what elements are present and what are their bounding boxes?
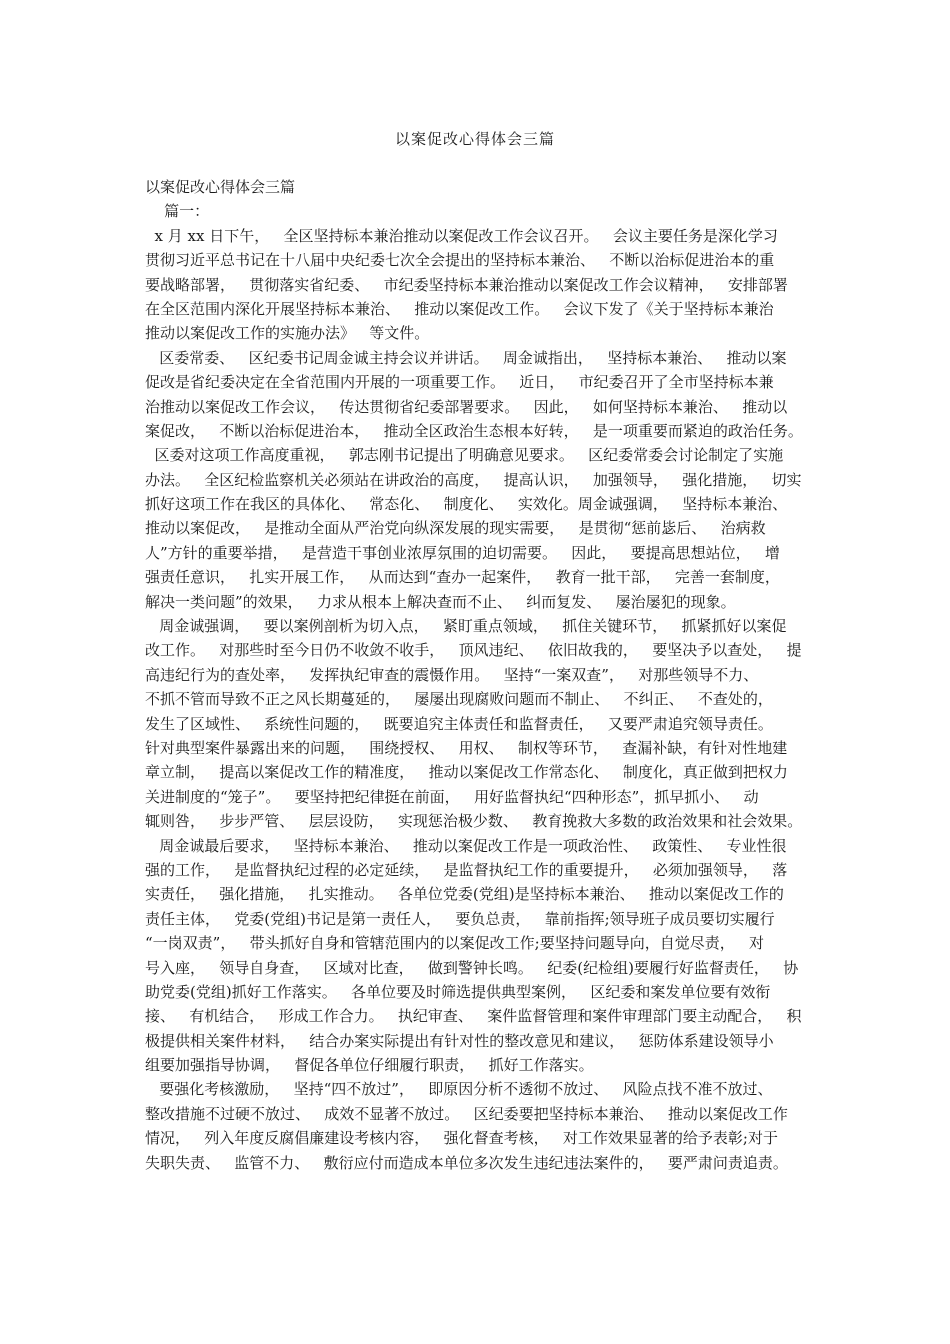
text-line: 篇一： [145, 202, 210, 221]
text-line: 推动以案促改工作的实施办法》 等文件。 [145, 324, 430, 343]
text-line: 推动以案促改， 是推动全面从严治党向纵深发展的现实需要， 是贯彻“惩前毖后、 治病救 [145, 519, 766, 538]
text-line: 情况， 列入年度反腐倡廉建设考核内容， 强化督查考核， 对工作效果显著的给予表彰;对于 [145, 1129, 778, 1148]
text-line: 改工作。 对那些时至今日仍不收敛不收手， 顶风违纪、 依旧故我的， 要坚决予以查处， 提 [145, 641, 802, 660]
text-line: 辄则咎， 步步严管、 层层设防， 实现惩治极少数、 教育挽救大多数的政治效果和社会效果。 [145, 812, 803, 831]
document-title: 以案促改心得体会三篇 [394, 130, 555, 148]
text-line: 案促改， 不断以治标促进治本， 推动全区政治生态根本好转， 是一项重要而紧迫的政治任务。 [145, 421, 803, 440]
text-line: 贯彻习近平总书记在十八届中央纪委七次全会提出的坚持标本兼治、 不断以治标促进治本的重 [145, 251, 775, 270]
text-line: 整改措施不过硬不放过、 成效不显著不放过。 区纪委要把坚持标本兼治、 推动以案促改工作 [145, 1104, 788, 1123]
text-line: 周金诚最后要求， 坚持标本兼治、 推动以案促改工作是一项政治性、 政策性、 专业性很 [145, 836, 787, 855]
text-line: 促改是省纪委决定在全省范围内开展的一项重要工作。 近日， 市纪委召开了全市坚持标本兼 [145, 373, 774, 392]
text-line: 强的工作， 是监督执纪过程的必定延续， 是监督执纪工作的重要提升， 必须加强领导， 落 [145, 860, 788, 879]
text-line: 章立制， 提高以案促改工作的精准度， 推动以案促改工作常态化、 制度化，真正做到把权力 [145, 763, 788, 782]
text-line: “一岗双责”， 带头抓好自身和管辖范围内的以案促改工作;要坚持问题导向，自觉尽责， 对 [145, 934, 765, 953]
text-line: 人”方针的重要举措， 是营造干事创业浓厚氛围的迫切需要。 因此， 要提高思想站位， 增 [145, 543, 780, 562]
text-line: 失职失责、 监管不力、 敷衍应付而造成本单位多次发生违纪违法案件的， 要严肃问责追责。 [145, 1153, 788, 1172]
text-line: 实责任， 强化措施， 扎实推动。 各单位党委(党组)是坚持标本兼治、 推动以案促改工作的 [145, 885, 784, 904]
text-line: 解决一类问题”的效果， 力求从根本上解决查而不止、 纠而复发、 屡治屡犯的现象。 [145, 592, 736, 611]
text-line: 在全区范围内深化开展坚持标本兼治、 推动以案促改工作。 会议下发了《关于坚持标本兼治 [145, 299, 774, 318]
text-line: 强责任意识， 扎实开展工作， 从而达到“查办一起案件， 教育一批干部， 完善一套制度， [145, 568, 780, 587]
text-line: 周金诚强调， 要以案例剖析为切入点， 紧盯重点领域， 抓住关键环节， 抓紧抓好以案促 [145, 617, 787, 636]
text-line: 关进制度的“笼子”。 要坚持把纪律挺在前面， 用好监督执纪“四种形态”，抓早抓小、 动 [145, 787, 759, 806]
text-line: 治推动以案促改工作会议， 传达贯彻省纪委部署要求。 因此， 如何坚持标本兼治、 推动以 [145, 397, 788, 416]
document-body [145, 175, 825, 1175]
text-line: 责任主体， 党委(党组)书记是第一责任人， 要负总责， 靠前指挥;领导班子成员要切实履行 [145, 909, 775, 928]
text-line: 以案促改心得体会三篇 [145, 178, 296, 196]
text-line: 区委常委、 区纪委书记周金诚主持会议并讲话。 周金诚指出， 坚持标本兼治、 推动以案 [145, 348, 787, 367]
text-line: 要战略部署， 贯彻落实省纪委、 市纪委坚持标本兼治推动以案促改工作会议精神， 安排部署 [145, 275, 788, 294]
text-line: 极提供相关案件材料， 结合办案实际提出有针对性的整改意见和建议， 惩防体系建设领导小 [145, 1031, 774, 1050]
text-line: 接、 有机结合， 形成工作合力。 执纪审查、 案件监督管理和案件审理部门要主动配合， 积 [145, 1007, 802, 1026]
text-line: 抓好这项工作在我区的具体化、 常态化、 制度化、 实效化。周金诚强调， 坚持标本兼治、 [145, 495, 788, 514]
text-line: 发生了区域性、 系统性问题的， 既要追究主体责任和监督责任， 又要严肃追究领导责任。 [145, 714, 773, 733]
text-line: 号入座， 领导自身查， 区域对比查， 做到警钟长鸣。 纪委(纪检组)要履行好监督责任， 协 [145, 958, 799, 977]
text-line: 针对典型案件暴露出来的问题， 围绕授权、 用权、 制权等环节， 查漏补缺，有针对性地建 [145, 738, 788, 757]
text-line: x 月 xx 日下午， 全区坚持标本兼治推动以案促改工作会议召开。 会议主要任务是深化学习 [145, 226, 778, 245]
text-line: 区委对这项工作高度重视， 郭志刚书记提出了明确意见要求。 区纪委常委会讨论制定了实施 [145, 446, 784, 465]
text-line: 组要加强指导协调， 督促各单位仔细履行职责， 抓好工作落实。 [145, 1056, 594, 1075]
text-line: 高违纪行为的查处率， 发挥执纪审查的震慑作用。 坚持“一案双查”， 对那些领导不力、 [145, 665, 759, 684]
text-line: 不抓不管而导致不正之风长期蔓延的， 屡屡出现腐败问题而不制止、 不纠正、 不查处的， [145, 690, 773, 709]
text-line: 要强化考核激励， 坚持“四不放过”， 即原因分析不透彻不放过、 风险点找不准不放过、 [145, 1080, 773, 1099]
text-line: 办法。 全区纪检监察机关必须站在讲政治的高度， 提高认识， 加强领导， 强化措施， 切实 [145, 470, 802, 489]
text-line: 助党委(党组)抓好工作落实。 各单位要及时筛选提供典型案例， 区纪委和案发单位要有效衔 [145, 982, 771, 1001]
